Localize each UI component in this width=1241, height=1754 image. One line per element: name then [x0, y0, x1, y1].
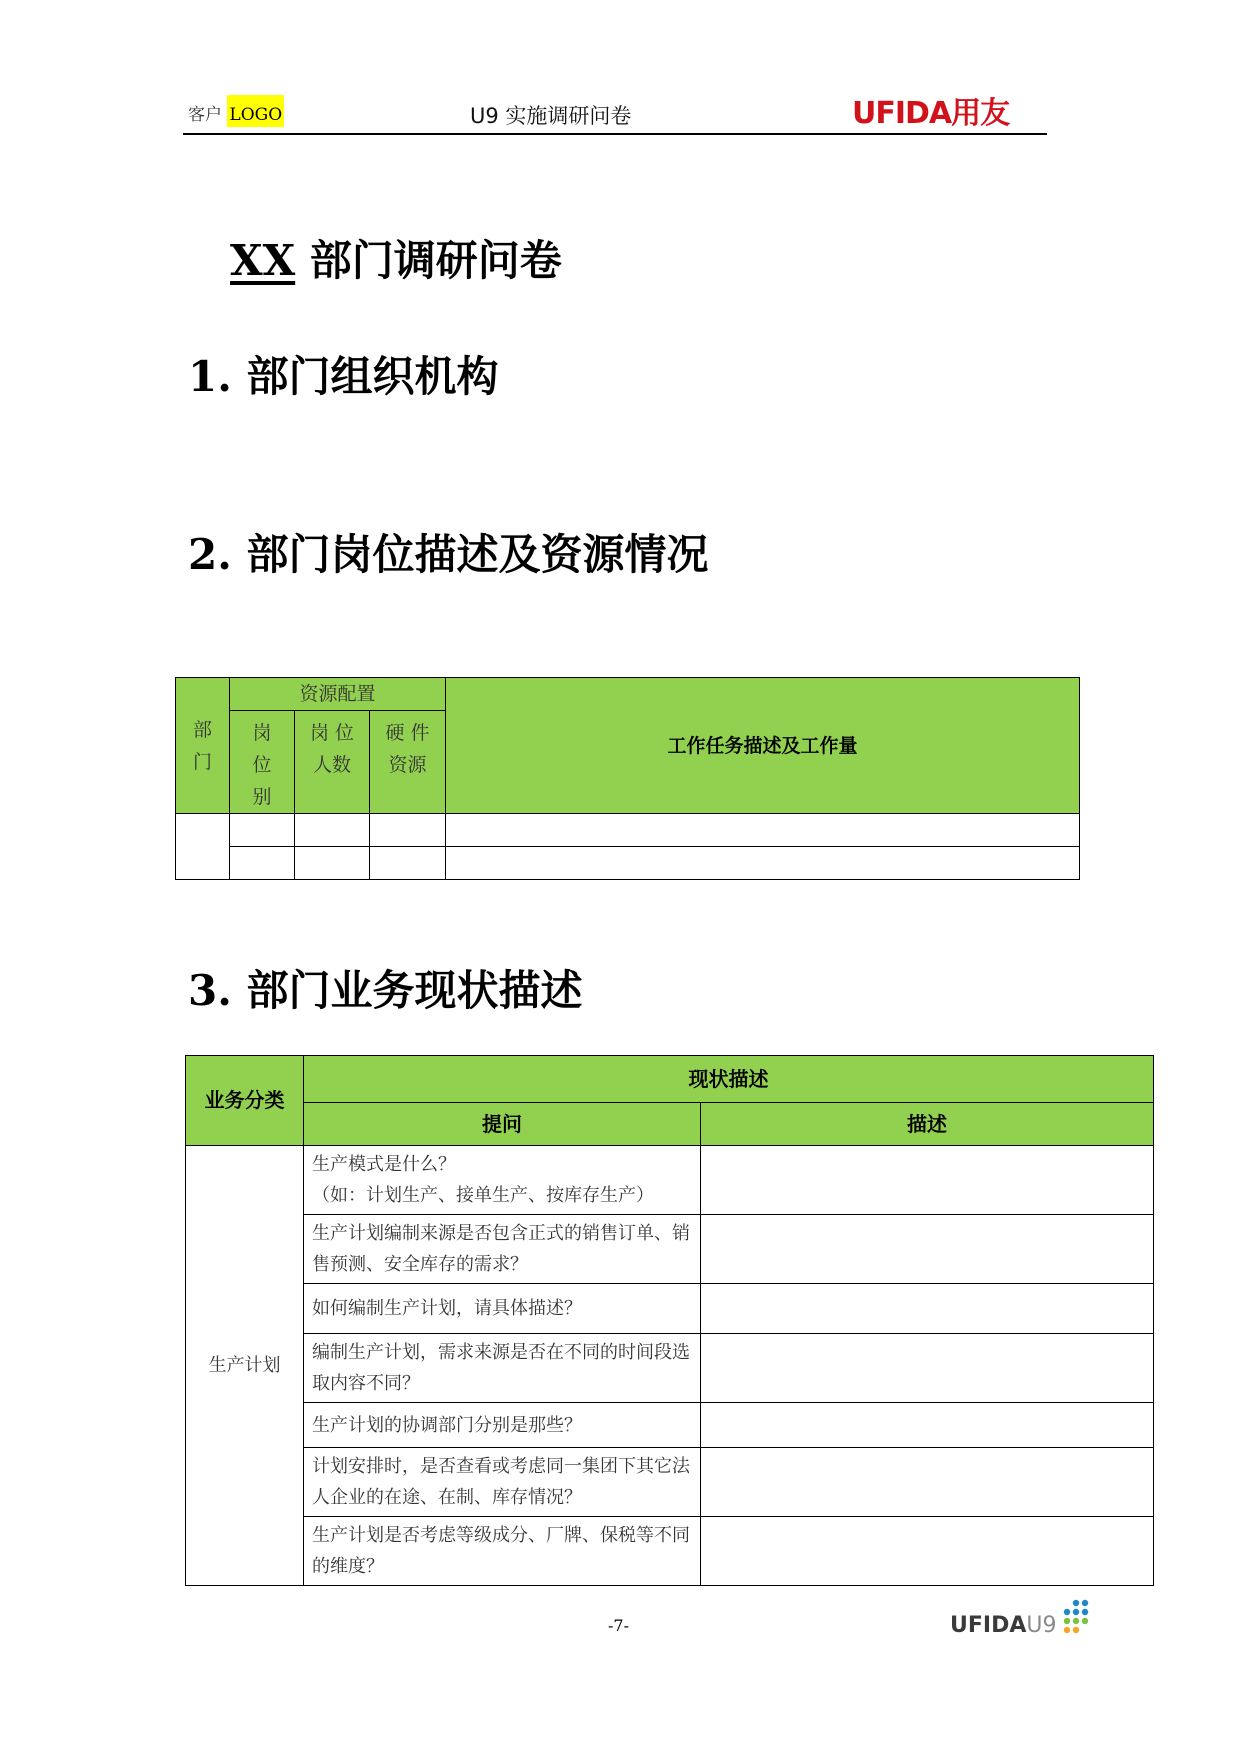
question-cell: 生产计划是否考虑等级成分、厂牌、保税等不同的维度？	[304, 1517, 701, 1586]
answer-cell[interactable]	[701, 1403, 1154, 1448]
cell-task[interactable]	[446, 847, 1080, 880]
section-heading-3: 3. 部门业务现状描述	[188, 966, 583, 1015]
header-hardware: 硬 件 资源	[370, 711, 446, 814]
cell-task[interactable]	[446, 814, 1080, 847]
cell-headcount[interactable]	[295, 814, 370, 847]
cell-position[interactable]	[230, 814, 295, 847]
question-cell: 生产计划编制来源是否包含正式的销售订单、销售预测、安全库存的需求？	[304, 1215, 701, 1284]
title-text: 部门调研问卷	[295, 236, 562, 285]
answer-cell[interactable]	[701, 1284, 1154, 1334]
question-cell: 生产模式是什么？ （如：计划生产、接单生产、按库存生产）	[304, 1146, 701, 1215]
answer-cell[interactable]	[701, 1517, 1154, 1586]
header-position: 岗 位 别	[230, 711, 295, 814]
brand-sub: U9	[1026, 1613, 1057, 1638]
header-divider	[183, 133, 1047, 135]
cell-hardware[interactable]	[370, 847, 446, 880]
section-heading-1: 1. 部门组织机构	[188, 352, 499, 401]
question-cell: 编制生产计划，需求来源是否在不同的时间段选取内容不同？	[304, 1334, 701, 1403]
header-department: 部 门	[176, 678, 230, 814]
header-resource-config: 资源配置	[230, 678, 446, 711]
header-headcount: 岗 位 人数	[295, 711, 370, 814]
u9-dots-icon	[1058, 1598, 1094, 1638]
ufida-brand-logo: UFIDA用友	[852, 96, 1010, 131]
logo-highlight: LOGO	[227, 95, 284, 127]
section-heading-2: 2. 部门岗位描述及资源情况	[188, 530, 709, 579]
page-title	[230, 228, 562, 288]
page-number: -7-	[608, 1616, 629, 1635]
client-label: 客户	[188, 105, 222, 125]
business-status-table	[185, 1055, 1154, 1586]
question-cell: 计划安排时，是否查看或考虑同一集团下其它法人企业的在途、在制、库存情况？	[304, 1448, 701, 1517]
cell-department[interactable]	[176, 814, 230, 880]
client-logo-placeholder	[188, 100, 284, 125]
cell-position[interactable]	[230, 847, 295, 880]
header-task-description: 工作任务描述及工作量	[446, 678, 1080, 814]
header-question: 提问	[304, 1103, 701, 1146]
ufida-u9-logo	[950, 1613, 1056, 1638]
question-cell: 如何编制生产计划，请具体描述？	[304, 1284, 701, 1334]
header-business-category: 业务分类	[186, 1056, 304, 1146]
answer-cell[interactable]	[701, 1146, 1154, 1215]
header-status-description: 现状描述	[304, 1056, 1154, 1103]
header-title: U9 实施调研问卷	[470, 104, 632, 128]
position-resource-table	[175, 677, 1080, 880]
cell-category: 生产计划	[186, 1146, 304, 1586]
header-description: 描述	[701, 1103, 1154, 1146]
answer-cell[interactable]	[701, 1215, 1154, 1284]
brand-main: UFIDA	[950, 1613, 1027, 1638]
answer-cell[interactable]	[701, 1448, 1154, 1517]
answer-cell[interactable]	[701, 1334, 1154, 1403]
cell-headcount[interactable]	[295, 847, 370, 880]
cell-hardware[interactable]	[370, 814, 446, 847]
title-placeholder: XX	[230, 236, 296, 285]
question-cell: 生产计划的协调部门分别是那些？	[304, 1403, 701, 1448]
